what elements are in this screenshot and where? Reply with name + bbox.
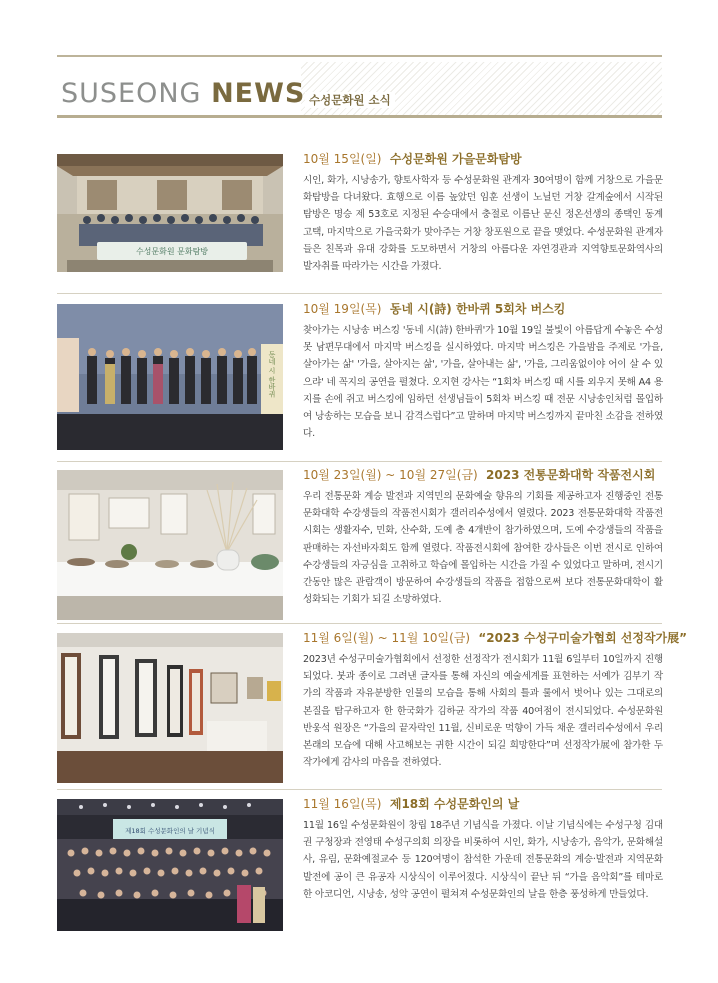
article-title [303, 150, 663, 167]
article-heading: 수성문화원 가을문화탐방 [389, 152, 522, 166]
article-date: 11월 16일(목) [303, 797, 382, 811]
article-date: 10월 15일(일) [303, 152, 382, 166]
photo-banner-text: 제18회 수성문화인의 날 기념식 [125, 827, 215, 835]
photo-group-tour [57, 154, 283, 272]
article-separator [57, 461, 662, 462]
photo-banner-text: 수성문화원 문화탐방 [135, 247, 209, 256]
photo-calligraphy-gallery [57, 633, 283, 783]
section-label: 수성문화원 소식 [305, 92, 395, 108]
masthead-bold: NEWS [211, 78, 306, 109]
photo-banner-text: 동네 시 한바퀴 [268, 350, 276, 398]
article-body: 시인, 화가, 시낭송가, 향토사학자 등 수성문화원 관계자 30여명이 함께 거창으로 가을문화탐방을 다녀왔다. 효행으로 이름 높았던 임훈 선생이 노닐던 거창 갈계숲에서 시작된 탐방은 명승 제 53호로 지정된 수승대에서 충절로 이름난 문신 정온선생의 종택인 동계고택, 마지막으로 가을국화가 맞아주는 거창 창포원으로 끝을 맺었다. 수성문화원 관계자들은 친목과 유대 강화를 도모하면서 거창의 아름다운 자연경관과 지역향토문화역사의 발자취를 따라가는 시간을 가졌다. [303, 175, 663, 273]
photo-gallery-exhibition [57, 470, 283, 620]
article-artist-exhibition [57, 629, 688, 789]
article-title [303, 629, 688, 646]
article-body: 2023년 수성구미술가협회에서 선정한 선정작가 전시회가 11월 6일부터 10일까지 진행되었다. 붓과 종이로 그려낸 글자를 통해 자신의 예술세계를 표현하는 서예가 김부기 작가의 작품과 자유분방한 인물의 모습을 통해 사회의 틀과 룰에서 벗어나 있는 그대로의 본질을 탐구하고자 한 한국화가 김하균 작가의 작품 40여점이 전시되었다. 수성문화원 반웅석 원장은 “가을의 끝자락인 11월, 신비로운 먹향이 가득 채운 갤러리수성에서 우리 본래의 모습에 대해 사고해보는 귀한 시간이 되길 희망한다”며 선정작가展에 참가한 두 작가에게 감사의 마음을 전하였다. [303, 654, 663, 769]
article-body: 찾아가는 시낭송 버스킹 '동네 시(詩) 한바퀴'가 10월 19일 불빛이 아름답게 수놓은 수성못 남편무대에서 마지막 버스킹을 실시하였다. 마지막 버스킹은 가을밤을 주제로 '가을, 살아가는 삶' '가을, 살아지는 삶', '가을, 살아내는 삶', '가을, 그리움없이야 어이 살 수 있으랴' 네 꼭지의 공연을 펼쳤다. 오지현 강사는 “1회차 버스킹 때 시를 외우지 못해 A4 용지를 손에 쥐고 버스킹에 임하던 선생님들이 5회차 버스킹 때 전문 시낭송인처럼 몰입하여 낭송하는 모습을 보니 감격스럽다”고 말하며 마지막 버스킹까지 끝마친 소감을 전하였다. [303, 325, 663, 440]
article-culture-tour [57, 150, 662, 290]
photo-anniversary-ceremony [57, 799, 283, 931]
article-date: 10월 23일(월) ~ 10월 27일(금) [303, 468, 478, 482]
article-heading: 제18회 수성문화인의 날 [389, 797, 520, 811]
article-title [303, 300, 663, 317]
masthead [61, 78, 305, 109]
article-date: 10월 19일(목) [303, 302, 382, 316]
page-header [57, 62, 662, 118]
article-date: 11월 6일(월) ~ 11월 10일(금) [303, 631, 471, 645]
header-rule [57, 115, 662, 118]
article-body: 11월 16일 수성문화원이 창립 18주년 기념식을 가졌다. 이날 기념식에는 수성구청 김대권 구청장과 전영태 수성구의회 의장을 비롯하여 시인, 화가, 시낭송가, 음악가, 문화해설사, 유림, 문화예절교수 등 120여명이 참석한 가운데 전통문화의 계승·발전과 지역문화발전에 공이 큰 유공자 시상식이 이루어졌다. 시상식이 끝난 뒤 “가을 음악회”를 테마로 한 아코디언, 시낭송, 성악 공연이 펼쳐져 수성문화인의 날을 한층 풍성하게 만들었다. [303, 820, 663, 900]
article-heading: 동네 시(詩) 한바퀴 5회차 버스킹 [389, 302, 566, 316]
photo-busking-stage [57, 304, 283, 450]
article-separator [57, 293, 662, 294]
top-rule [57, 55, 662, 57]
article-separator [57, 623, 662, 624]
article-title [303, 466, 663, 483]
article-busking [57, 300, 662, 460]
article-heading: 2023 전통문화대학 작품전시회 [486, 468, 656, 482]
article-separator [57, 789, 662, 790]
masthead-light: SUSEONG [61, 78, 202, 109]
article-body: 우리 전통문화 계승 발전과 지역민의 문화예술 향유의 기회를 제공하고자 진행중인 전통문화대학 수강생들의 작품전시회가 갤러리수성에서 열렸다. 2023 전통문화대학 작품전시회는 생활자수, 민화, 산수화, 도예 총 4개반이 참가하였으며, 도예 수강생들의 작품을 판매하는 자선바자회도 함께 열렸다. 작품전시회에 참여한 강사들은 이번 전시로 인하여 수강생들의 자긍심을 고취하고 학습에 몰입하는 시간을 가질 수 있었다고 말하며, 전시기간동안 많은 관람객이 방문하여 수강생들의 작품을 접함으로써 보다 전통문화대학이 활성화되는 기회가 되길 소망하였다. [303, 491, 663, 606]
article-heading: “2023 수성구미술가협회 선정작가展” [478, 631, 688, 645]
article-exhibition [57, 466, 662, 626]
article-culture-day [57, 795, 662, 935]
article-title [303, 795, 663, 812]
